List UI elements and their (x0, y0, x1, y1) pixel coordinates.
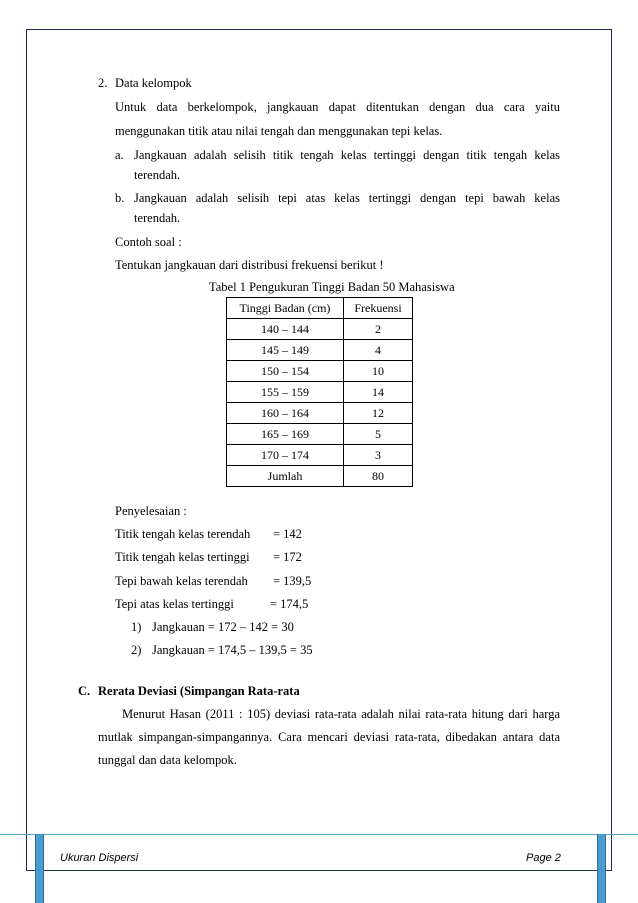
cell-height: 150 – 154 (227, 361, 344, 382)
paragraph-line-1: Menurut Hasan (2011 : 105) deviasi rata-rata adalah nilai rata-rata hitung dari harga (122, 707, 560, 721)
table-caption: Tabel 1 Pengukuran Tinggi Badan 50 Mahasiswa (209, 280, 455, 294)
point-b-line-2: terendah. (134, 211, 181, 225)
footer-title: Ukuran Dispersi (60, 852, 139, 864)
paragraph-line-3: tunggal dan data kelompok. (98, 753, 237, 767)
example-prompt: Tentukan jangkauan dari distribusi frekuensi berikut ! (115, 258, 384, 272)
cell-frequency: 12 (344, 403, 413, 424)
solution-term: Titik tengah kelas tertinggi (115, 550, 250, 564)
cell-height: 170 – 174 (227, 445, 344, 466)
cell-height: 140 – 144 (227, 319, 344, 340)
header-frequency: Frekuensi (344, 298, 413, 319)
point-a-line-2: terendah. (134, 168, 181, 182)
total-label: Jumlah (227, 466, 344, 487)
solution-value: = 172 (273, 550, 302, 564)
intro-line-1: Untuk data berkelompok, jangkauan dapat ditentukan dengan dua cara yaitu (115, 100, 560, 114)
cell-height: 155 – 159 (227, 382, 344, 403)
table-row (227, 424, 413, 445)
cell-height: 160 – 164 (227, 403, 344, 424)
section-c-title: Rerata Deviasi (Simpangan Rata-rata (98, 684, 300, 698)
solution-value: = 174,5 (270, 597, 309, 611)
solution-value: = 142 (273, 527, 302, 541)
footer-left-bar (35, 834, 44, 903)
solution-value: = 139,5 (273, 574, 312, 588)
table-row (227, 382, 413, 403)
point-a-line-1: Jangkauan adalah selisih titik tengah kelas tertinggi dengan titik tengah kelas (134, 148, 560, 162)
item-number: 2. (98, 76, 108, 90)
table-row (227, 445, 413, 466)
solution-term: Titik tengah kelas terendah (115, 527, 251, 541)
example-label: Contoh soal : (115, 235, 182, 249)
cell-frequency: 14 (344, 382, 413, 403)
paragraph-line-2: mutlak simpangan-simpangannya. Cara mencari deviasi rata-rata, dibedakan antara data (98, 730, 560, 744)
cell-frequency: 4 (344, 340, 413, 361)
step-number: 1) (131, 620, 142, 634)
step-number: 2) (131, 643, 142, 657)
step-text: Jangkauan = 172 – 142 = 30 (152, 620, 294, 634)
solution-term: Tepi bawah kelas terendah (115, 574, 248, 588)
point-b-line-1: Jangkauan adalah selisih tepi atas kelas tertinggi dengan tepi bawah kelas (134, 191, 560, 205)
footer-line (0, 834, 638, 835)
frequency-table (226, 297, 413, 487)
cell-frequency: 3 (344, 445, 413, 466)
page-number: Page 2 (526, 852, 561, 864)
cell-frequency: 10 (344, 361, 413, 382)
solution-term: Tepi atas kelas tertinggi (115, 597, 234, 611)
cell-frequency: 5 (344, 424, 413, 445)
footer-right-bar (597, 834, 606, 903)
table-total-row (227, 466, 413, 487)
step-text: Jangkauan = 174,5 – 139,5 = 35 (152, 643, 313, 657)
solution-label: Penyelesaian : (115, 504, 187, 518)
section-c-label: C. (78, 684, 91, 698)
intro-line-2: menggunakan titik atau nilai tengah dan menggunakan tepi kelas. (115, 124, 443, 138)
item-title: Data kelompok (115, 76, 192, 90)
cell-height: 145 – 149 (227, 340, 344, 361)
point-b-label: b. (115, 191, 125, 205)
table-row (227, 403, 413, 424)
table-header-row (227, 298, 413, 319)
table-row (227, 361, 413, 382)
cell-frequency: 2 (344, 319, 413, 340)
total-value: 80 (344, 466, 413, 487)
table-row (227, 319, 413, 340)
point-a-label: a. (115, 148, 124, 162)
table-row (227, 340, 413, 361)
cell-height: 165 – 169 (227, 424, 344, 445)
header-height: Tinggi Badan (cm) (227, 298, 344, 319)
